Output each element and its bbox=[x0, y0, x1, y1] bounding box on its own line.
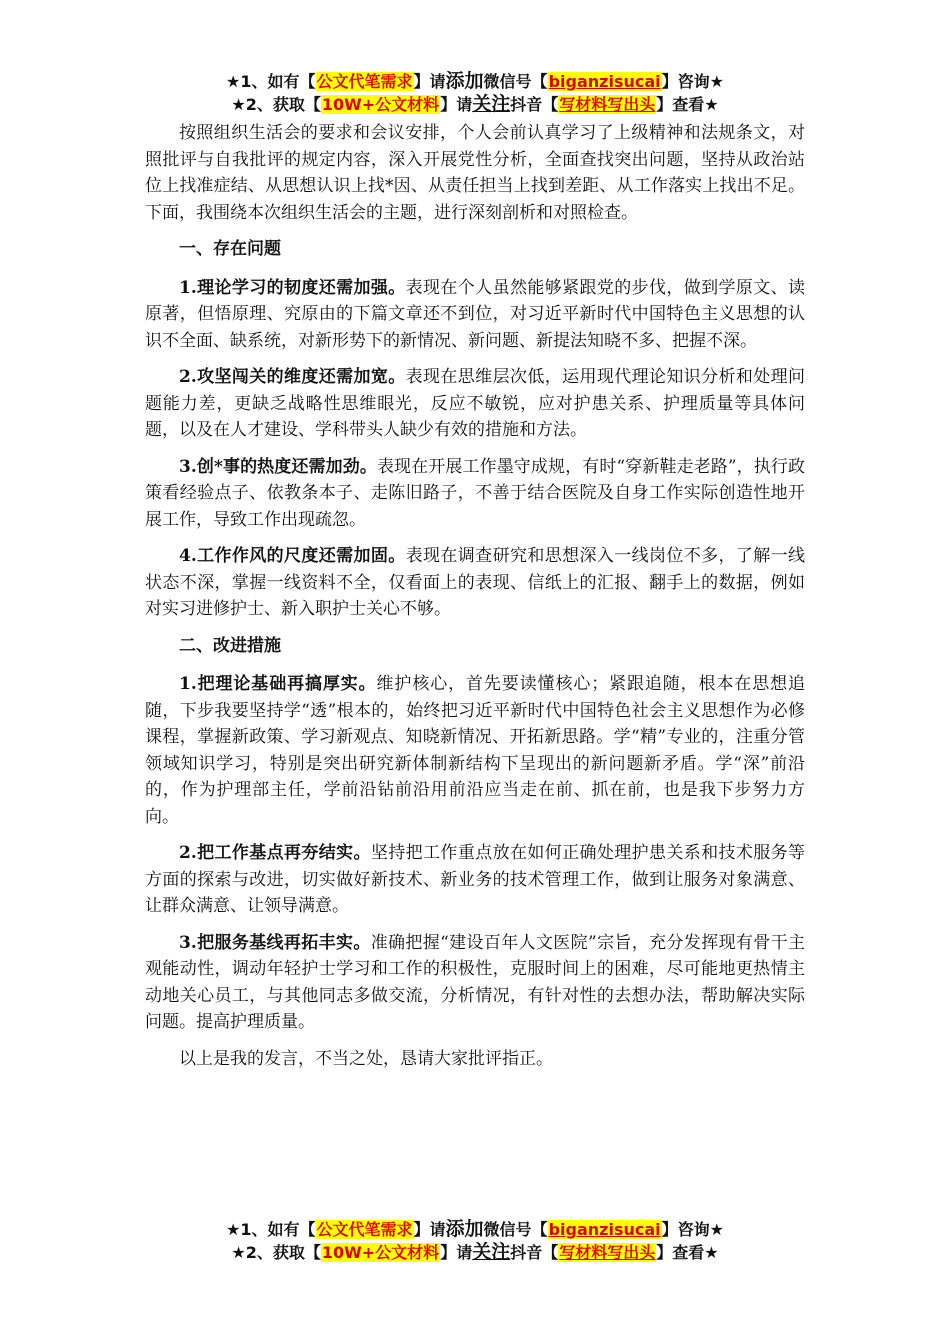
measure-item bbox=[145, 840, 805, 920]
problem-item bbox=[145, 454, 805, 534]
problem-item bbox=[145, 364, 805, 444]
banner-text: ★2、获取【 bbox=[231, 1243, 321, 1262]
item-title: 2.攻坚闯关的维度还需加宽。 bbox=[179, 367, 406, 387]
item-body: 表现在思维层次低，运用现代理论知识分析和处理问题能力差，更缺乏战略性思维眼光，反应不敏锐，应对护患关系、护理质量等具体问题，以及在人才建设、学科带头人缺少有效的措施和方法。 bbox=[145, 367, 805, 440]
banner-text: 】查看★ bbox=[656, 95, 719, 114]
measure-item bbox=[145, 671, 805, 830]
document-body bbox=[145, 120, 805, 1082]
item-title: 1.理论学习的韧度还需加强。 bbox=[179, 277, 406, 298]
banner-text: 】咨询★ bbox=[661, 72, 724, 91]
banner-text: ★1、如有【 bbox=[226, 72, 316, 91]
problem-item bbox=[145, 275, 805, 355]
banner-text: ★2、获取【 bbox=[231, 95, 321, 114]
item-title: 3.创*事的热度还需加劲。 bbox=[179, 456, 377, 477]
item-body: 表现在个人虽然能够紧跟党的步伐，做到学原文、读原著，但悟原理、究原由的下篇文章还不到位，对习近平新时代中国特色主义思想的认识不全面、缺系统，对新形势下的新情况、新问题、新提法知晓不多、把握不深。 bbox=[145, 277, 805, 351]
banner-line-2 bbox=[0, 93, 950, 116]
banner-text: 微信号【 bbox=[483, 72, 548, 91]
highlight-materials: 10W+公文材料 bbox=[321, 1243, 440, 1262]
banner-line-2 bbox=[0, 1241, 950, 1264]
banner-text: 】请 bbox=[413, 1220, 446, 1239]
intro-paragraph: 按照组织生活会的要求和会议安排，个人会前认真学习了上级精神和法规条文，对照批评与自我批评的规定内容，深入开展党性分析，全面查找突出问题，坚持从政治站位上找准症结、从思想认识上找*因、从责任担当上找到差距、从工作落实上找出不足。下面，我围绕本次组织生活会的主题，进行深刻剖析和对照检查。 bbox=[145, 123, 805, 223]
header-banner bbox=[0, 70, 950, 116]
problem-item bbox=[145, 543, 805, 623]
banner-emphasis: 添加 bbox=[445, 70, 484, 92]
item-body: 维护核心，首先要读懂核心；紧跟追随，根本在思想追随，下步我要坚持学“透”根本的，始终把习近平新时代中国特色社会主义思想作为必修课程，掌握新政策、学习新观点、知晓新情况、开拓新思路。学“精”专业的，注重分管领域知识学习，特别是突出研究新体制新结构下呈现出的新问题新矛盾。学“深”前沿的，作为护理部主任，学前沿钻前沿用前沿应当走在前、抓在前，也是我下步努力方向。 bbox=[145, 674, 806, 827]
banner-text: 抖音【 bbox=[510, 95, 559, 114]
item-title: 2.把工作基点再夯结实。 bbox=[179, 843, 371, 863]
section-heading-measures: 二、改进措施 bbox=[179, 635, 281, 656]
footer-banner bbox=[0, 1218, 950, 1264]
item-title: 1.把理论基础再搞厚实。 bbox=[179, 674, 377, 694]
douyin-account-link[interactable]: 写材料写出头 bbox=[559, 95, 656, 114]
highlight-service: 公文代笔需求 bbox=[316, 72, 413, 91]
measure-item bbox=[145, 930, 805, 1036]
banner-line-1 bbox=[0, 70, 950, 93]
banner-emphasis: 关注 bbox=[472, 1241, 511, 1263]
item-body: 表现在调查研究和思想深入一线岗位不多，了解一线状态不深，掌握一线资料不全，仅看面上的表现、信纸上的汇报、翻手上的数据，例如对实习进修护士、新入职护士关心不够。 bbox=[145, 546, 805, 619]
banner-text: 抖音【 bbox=[510, 1243, 559, 1262]
banner-text: 】查看★ bbox=[656, 1243, 719, 1262]
douyin-account-link[interactable]: 写材料写出头 bbox=[559, 1243, 656, 1262]
banner-text: 】请 bbox=[440, 95, 473, 114]
item-body: 表现在开展工作墨守成规，有时“穿新鞋走老路”，执行政策看经验点子、依教条本子、走陈旧路子，不善于结合医院及自身工作实际创造性地开展工作，导致工作出现疏忽。 bbox=[145, 456, 805, 530]
item-body: 准确把握“建设百年人文医院”宗旨，充分发挥现有骨干主观能动性，调动年轻护士学习和工作的积极性，克服时间上的困难，尽可能地更热情主动地关心员工，与其他同志多做交流，分析情况，有针对性的去想办法，帮助解决实际问题。提高护理质量。 bbox=[145, 932, 805, 1032]
highlight-materials: 10W+公文材料 bbox=[321, 95, 440, 114]
section-heading-problems: 一、存在问题 bbox=[179, 239, 281, 259]
banner-text: 】请 bbox=[413, 72, 446, 91]
banner-text: 】请 bbox=[440, 1243, 473, 1262]
wechat-id-link[interactable]: biganzisucai bbox=[548, 1220, 661, 1239]
banner-text: 】咨询★ bbox=[661, 1220, 724, 1239]
highlight-service: 公文代笔需求 bbox=[316, 1220, 413, 1239]
banner-emphasis: 关注 bbox=[472, 93, 511, 115]
closing-paragraph: 以上是我的发言，不当之处，恳请大家批评指正。 bbox=[179, 1048, 553, 1069]
banner-emphasis: 添加 bbox=[445, 1218, 484, 1240]
item-body: 坚持把工作重点放在如何正确处理护患关系和技术服务等方面的探索与改进，切实做好新技术、新业务的技术管理工作，做到让服务对象满意、让群众满意、让领导满意。 bbox=[145, 843, 806, 916]
banner-line-1 bbox=[0, 1218, 950, 1241]
banner-text: 微信号【 bbox=[483, 1220, 548, 1239]
item-title: 4.工作作风的尺度还需加固。 bbox=[179, 546, 406, 566]
item-title: 3.把服务基线再拓丰实。 bbox=[179, 932, 371, 953]
banner-text: ★1、如有【 bbox=[226, 1220, 316, 1239]
wechat-id-link[interactable]: biganzisucai bbox=[548, 72, 661, 91]
